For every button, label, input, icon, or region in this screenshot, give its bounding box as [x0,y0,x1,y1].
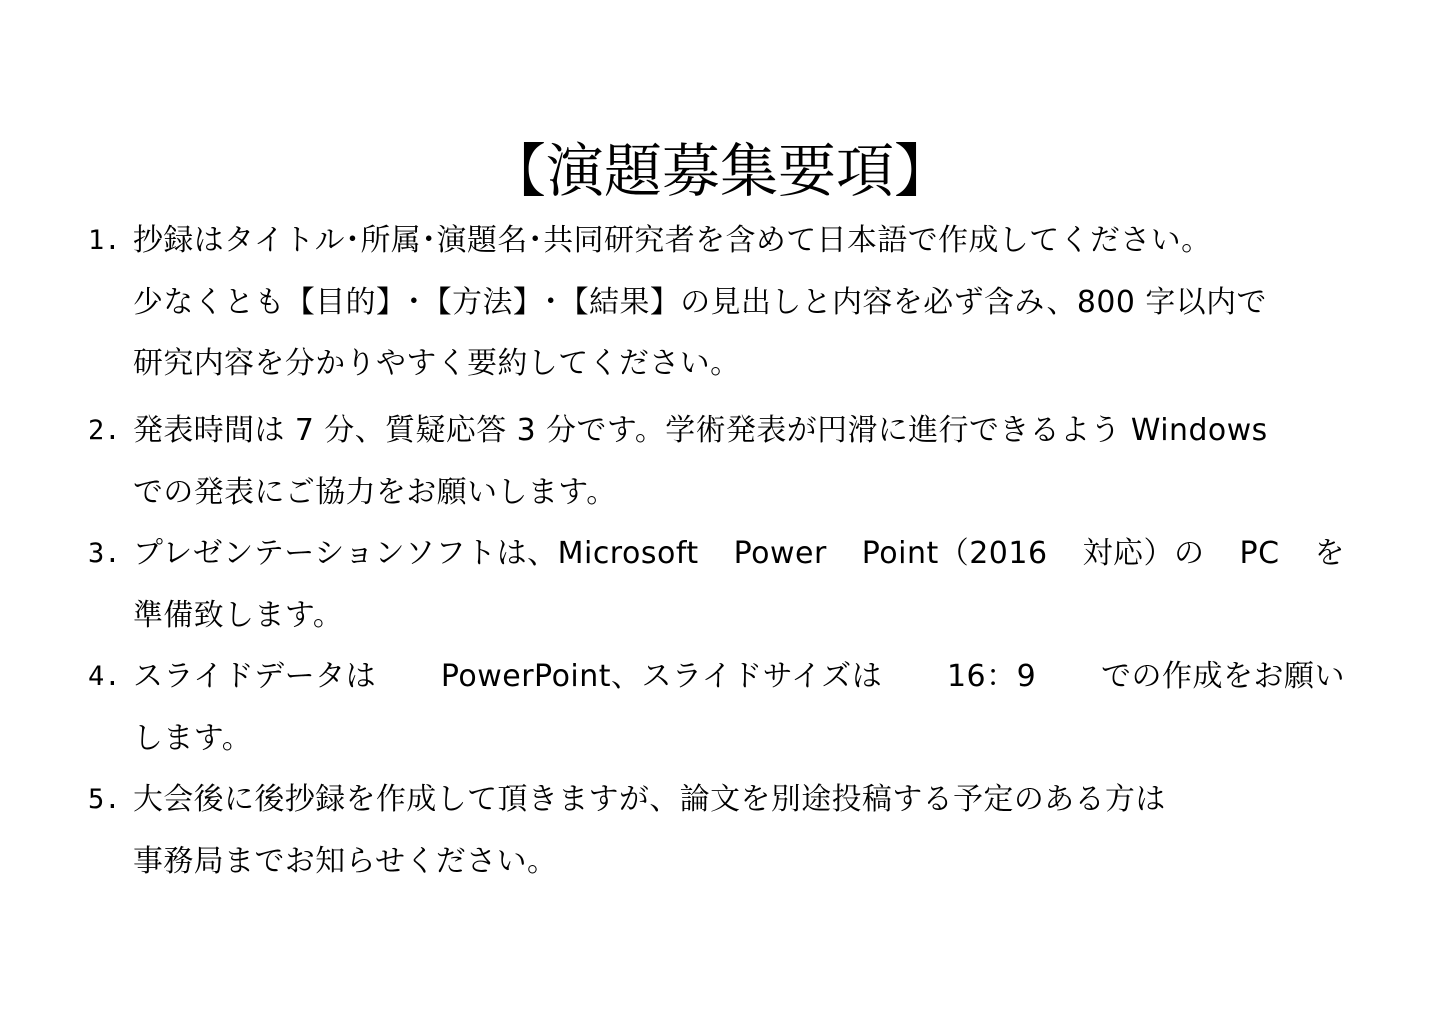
item-text [133,210,1353,395]
page-title: 【演題募集要項】 [487,137,952,205]
item-number: 5. [88,784,121,815]
item-number: 2. [88,415,121,446]
item-number: 4. [88,661,121,692]
item-text [133,400,1353,523]
item-text [133,523,1353,646]
item-line: 少なくとも【目的】･【方法】･【結果】の見出しと内容を必ず含み、800 字以内で [133,284,1267,320]
item-line: 発表時間は 7 分、質疑応答 3 分です。学術発表が円滑に進行できるよう Windows [133,413,1268,448]
line-segment: PowerPoint、スライドサイズは [440,659,883,694]
item-line: 抄録はタイトル･所属･演題名･共同研究者を含めて日本語で作成してください。 [133,223,1212,258]
item-line: 準備致します。 [133,597,344,633]
line-segment: Point（2016 [861,536,1048,571]
line-segment: での作成をお願い [1100,659,1345,694]
line-segment: プレゼンテーションソフトは、Microsoft [133,536,699,571]
line-segment: を [1314,536,1345,571]
line-segment: Power [733,536,827,571]
item-text [133,769,1353,892]
item-number: 3. [88,538,121,569]
item-line [133,523,1345,585]
line-segment: 対応）の [1082,536,1205,571]
item-text [133,646,1353,769]
item-line: 事務局までお知らせください。 [133,843,558,879]
item-line: 研究内容を分かりやすく要約してください。 [133,346,741,381]
item-line: します。 [133,720,253,756]
item-line [133,646,1345,708]
item-line: での発表にご協力をお願いします。 [133,474,617,510]
line-segment: PC [1239,536,1280,571]
item-number: 1. [88,225,121,256]
item-line: 大会後に後抄録を作成して頂きますが、論文を別途投稿する予定のある方は [133,782,1166,817]
line-segment: 16：9 [946,659,1037,694]
line-segment: スライドデータは [133,659,377,694]
